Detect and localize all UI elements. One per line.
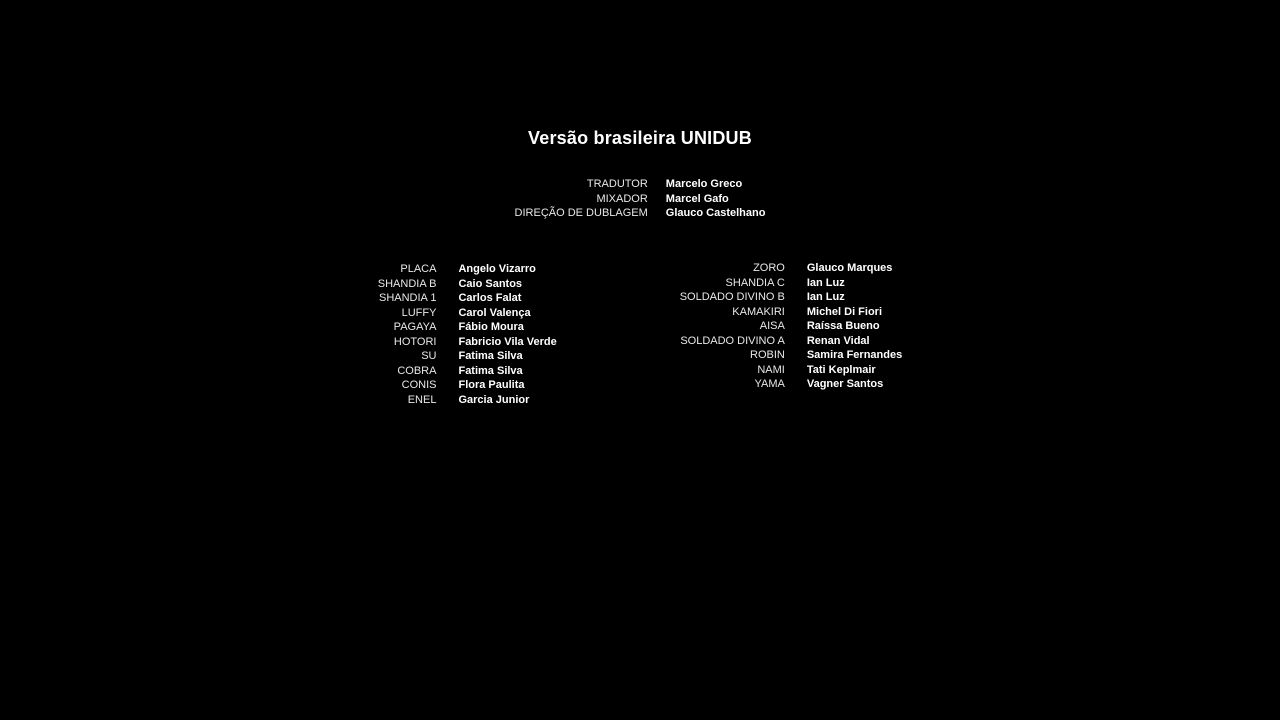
cast-role: SHANDIA 1 [379, 292, 437, 304]
staff-name: Marcelo Greco [665, 178, 743, 190]
cast-role: LUFFY [401, 306, 437, 319]
cast-name: Fabricio Vila Verde [458, 335, 557, 348]
cast-name: Raíssa Bueno [806, 320, 880, 332]
cast-name: Ian Luz [806, 291, 845, 303]
cast-name: Fatima Silva [458, 350, 523, 362]
staff-name: Marcel Gafo [665, 192, 729, 205]
cast-role: KAMAKIRI [732, 305, 785, 318]
cast-name: Garcia Junior [458, 393, 530, 406]
cast-name: Vagner Santos [806, 378, 884, 390]
staff-name: Glauco Castelhano [665, 207, 766, 220]
staff-credits-block [0, 177, 1280, 221]
cast-name: Flora Paulita [458, 379, 525, 391]
page-title: Versão brasileira UNIDUB [528, 128, 752, 148]
cast-role: ROBIN [750, 349, 785, 361]
cast-name: Fatima Silva [458, 364, 523, 377]
cast-role: AISA [759, 320, 785, 332]
cast-role: YAMA [754, 378, 785, 390]
cast-role: HOTORI [393, 335, 437, 348]
staff-role: TRADUTOR [586, 178, 648, 190]
cast-name: Carol Valença [458, 306, 531, 319]
cast-role: ZORO [753, 262, 785, 274]
cast-role: SOLDADO DIVINO B [679, 291, 785, 303]
staff-role: DIREÇÃO DE DUBLAGEM [514, 207, 648, 220]
cast-name: Carlos Falat [458, 292, 522, 304]
cast-name: Renan Vidal [806, 334, 870, 347]
cast-name: Glauco Marques [806, 262, 893, 274]
cast-credits-area [0, 262, 1280, 407]
cast-column-2 [680, 261, 903, 407]
cast-name: Ian Luz [806, 276, 845, 289]
cast-role: COBRA [397, 364, 437, 377]
cast-role: SHANDIA B [377, 277, 437, 290]
cast-column-1 [378, 262, 557, 407]
cast-name: Angelo Vizarro [458, 263, 536, 275]
cast-role: SU [421, 350, 437, 362]
cast-role: CONIS [401, 379, 437, 391]
cast-role: PLACA [400, 263, 437, 275]
cast-name: Fábio Moura [458, 321, 524, 333]
cast-role: NAMI [757, 363, 785, 376]
cast-role: SHANDIA C [725, 276, 785, 289]
cast-name: Caio Santos [458, 277, 523, 290]
staff-credits-table [515, 177, 766, 221]
cast-role: PAGAYA [393, 321, 437, 333]
cast-name: Samira Fernandes [806, 349, 903, 361]
staff-role: MIXADOR [596, 192, 648, 205]
cast-role: SOLDADO DIVINO A [680, 334, 785, 347]
cast-role: ENEL [407, 393, 437, 406]
cast-name: Michel Di Fiori [806, 305, 883, 318]
cast-name: Tati Keplmair [806, 363, 876, 376]
